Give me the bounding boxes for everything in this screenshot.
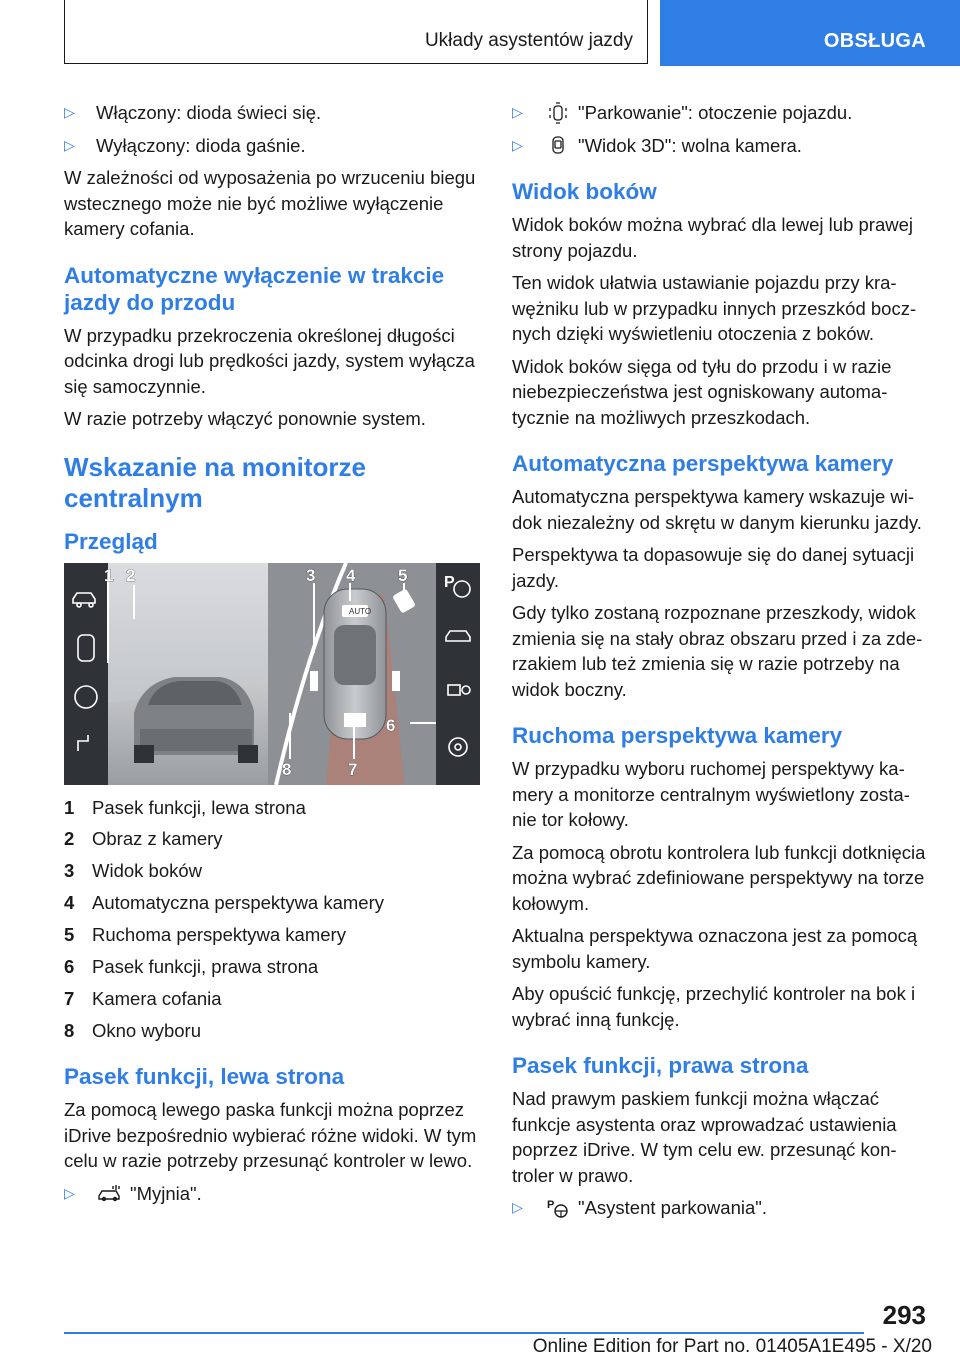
legend-item: 2 Obraz z kamery — [64, 828, 223, 850]
paragraph: Za pomocą obrotu kontrolera lub funkcji dotknięcia można wybrać zdefiniowane perspektywy na torze kołowym. — [512, 841, 926, 914]
callout-4: 4 — [346, 565, 356, 585]
callout-8: 8 — [282, 759, 292, 779]
callout-3: 3 — [306, 565, 316, 585]
paragraph: W przypadku wyboru ruchomej perspektywy kamery a monitorze centralnym wyświetlony zostanie tor kołowy. — [512, 758, 910, 830]
heading-auto-perspective: Automatyczna perspektywa kamery — [512, 451, 894, 476]
bullet-triangle-icon: ▷ — [64, 136, 75, 153]
legend-item: 3 Widok boków — [64, 860, 203, 882]
section-header-box — [64, 0, 648, 64]
heading-side-view: Widok boków — [512, 179, 657, 204]
bullet-text: "Widok 3D": wolna kamera. — [578, 134, 802, 156]
bullet-item — [512, 1195, 928, 1221]
legend-item: 1 Pasek funkcji, lewa strona — [64, 796, 306, 818]
bullet-item — [64, 1181, 484, 1207]
paragraph: W razie potrzeby włączyć ponownie system. — [64, 408, 426, 429]
bullet-text: "Parkowanie": otoczenie pojazdu. — [578, 102, 853, 123]
heading-overview: Przegląd — [64, 528, 158, 554]
bullet-triangle-icon: ▷ — [512, 104, 523, 120]
paragraph: Aby opuścić funkcję, przechylić kontroler na bok i wybrać inną funkcję. — [512, 983, 916, 1030]
bullet-triangle-icon: ▷ — [64, 1184, 75, 1201]
chapter-tab — [660, 0, 960, 66]
bullet-item — [512, 100, 928, 126]
figure-legend — [64, 795, 484, 1044]
callout-1: 1 — [104, 565, 114, 585]
callout-6: 6 — [386, 715, 396, 735]
parking-assistant-icon — [544, 1197, 572, 1219]
3d-view-icon — [544, 134, 572, 156]
bullet-triangle-icon: ▷ — [512, 136, 523, 153]
callout-5: 5 — [398, 565, 408, 585]
parking-view-icon — [544, 102, 572, 124]
paragraph: Ten widok ułatwia ustawianie pojazdu przy krawężniku lub w przypadku innych przeszkód bocznych dzięki wyświetleniu otoczenia z boków. — [512, 272, 917, 344]
svg-text:P: P — [547, 1198, 555, 1211]
heading-left-bar: Pasek funkcji, lewa strona — [64, 1064, 345, 1090]
footer-rule — [64, 1332, 864, 1334]
legend-item: 5 Ruchoma perspektywa kamery — [64, 924, 346, 946]
right-column — [512, 100, 928, 1228]
page-number: 293 — [882, 1300, 926, 1330]
camera-display-figure — [64, 563, 480, 785]
bullet-triangle-icon: ▷ — [64, 104, 75, 120]
left-column — [64, 100, 484, 1213]
bullet-item — [512, 133, 928, 159]
section-title: Układy asystentów jazdy — [424, 30, 633, 51]
heading-auto-off: Automatyczne wyłączenie w trakcie jazdy do przodu — [64, 262, 445, 315]
paragraph: Automatyczna perspektywa kamery wskazuje widok niezależny od skrętu w danym kierunku jazdy. — [512, 486, 922, 533]
callout-7: 7 — [348, 759, 358, 779]
car-wash-icon — [96, 1182, 124, 1204]
paragraph: Za pomocą lewego paska funkcji można poprzez iDrive bezpośrednio wybierać różne widoki. W tym celu w razie potrzeby przesunąć kontroler w lewo. — [64, 1099, 477, 1172]
heading-monitor: Wskazanie na monitorze centralnym — [64, 451, 366, 513]
bullet-text: "Myjnia". — [130, 1182, 202, 1204]
heading-moving-perspective: Ruchoma perspektywa kamery — [512, 723, 843, 748]
heading-right-bar: Pasek funkcji, prawa strona — [512, 1053, 809, 1078]
camera-display-illustration — [64, 563, 480, 785]
chapter-tab-label: OBSŁUGA — [823, 30, 926, 52]
bullet-text: Wyłączony: dioda gaśnie. — [96, 134, 306, 156]
legend-item: 6 Pasek funkcji, prawa strona — [64, 955, 319, 977]
callout-2: 2 — [126, 565, 136, 585]
bullet-item — [64, 133, 484, 159]
paragraph: Widok boków można wybrać dla lewej lub prawej strony pojazdu. — [512, 214, 914, 261]
auto-badge: AUTO — [349, 606, 372, 616]
bullet-triangle-icon: ▷ — [512, 1199, 523, 1215]
paragraph: W przypadku przekroczenia określonej długości odcinka drogi lub prędkości jazdy, system wyłącza się samoczynnie. — [64, 324, 475, 397]
legend-item: 4 Automatyczna perspektywa kamery — [64, 892, 385, 914]
legend-item: 7 Kamera cofania — [64, 987, 222, 1009]
bullet-text: Włączony: dioda świeci się. — [96, 102, 322, 123]
paragraph: Widok boków sięga od tyłu do przodu i w razie niebezpieczeństwa jest ogniskowany automatycznie na możliwych przeszkodach. — [512, 355, 892, 428]
page-header — [0, 0, 960, 66]
svg-text:P: P — [444, 573, 455, 591]
paragraph: W zależności od wyposażenia po wrzuceniu biegu wstecznego może nie być możliwe wyłączenie kamery cofania. — [64, 167, 476, 239]
paragraph: Gdy tylko zostaną rozpoznane przeszkody, widok zmienia się na stały obraz obszaru przed i za zderzakiem lub też zmienia się w razie potrzeby na widok boczny. — [512, 602, 923, 700]
paragraph: Nad prawym paskiem funkcji można włączać funkcje asystenta oraz wprowadzać ustawienia poprzez iDrive. W tym celu ew. przesunąć kontroler w prawo. — [512, 1088, 897, 1186]
bullet-item — [64, 100, 484, 126]
bullet-text: "Asystent parkowania". — [578, 1197, 767, 1218]
legend-item: 8 Okno wyboru — [64, 1019, 201, 1041]
paragraph: Aktualna perspektywa oznaczona jest za pomocą symbolu kamery. — [512, 925, 918, 972]
edition-note: Online Edition for Part no. 01405A1E495 - X/20 — [532, 1336, 932, 1357]
paragraph: Perspektywa ta dopasowuje się do danej sytuacji jazdy. — [512, 544, 915, 591]
